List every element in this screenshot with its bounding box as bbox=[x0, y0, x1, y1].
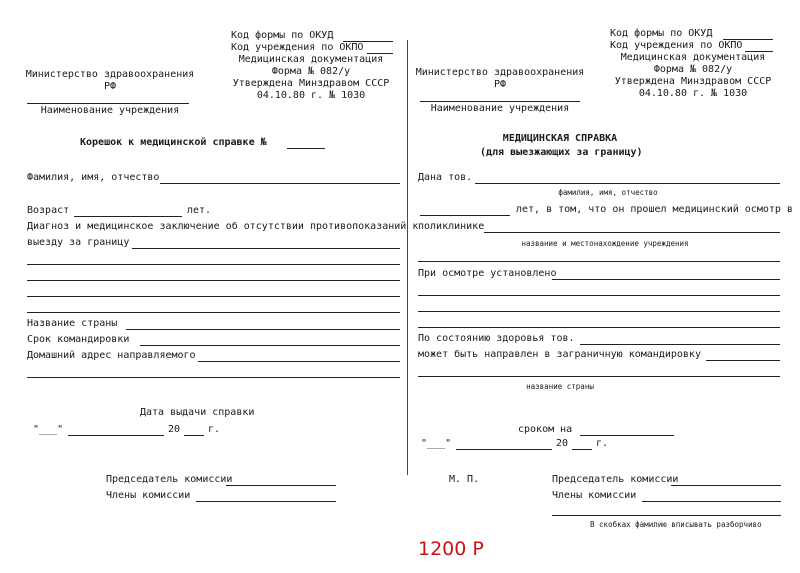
issue-year-prefix: 20 bbox=[168, 424, 181, 435]
address-field[interactable] bbox=[198, 361, 400, 362]
chairman-label: Председатель комиссии bbox=[552, 474, 679, 485]
approved-date: 04.10.80 г. № 1030 bbox=[256, 90, 366, 101]
established-field-2[interactable] bbox=[418, 295, 780, 296]
diagnosis-label-cont: выезду за границу bbox=[27, 237, 130, 248]
issue-date-label: Дата выдачи справки bbox=[140, 407, 255, 418]
members-field[interactable] bbox=[196, 501, 336, 502]
date-year-suffix: г. bbox=[596, 438, 609, 449]
established-field-3[interactable] bbox=[418, 311, 780, 312]
price-label: 1200 Р bbox=[418, 538, 484, 560]
ministry-label: Министерство здравоохранения bbox=[25, 69, 195, 80]
age-label: Возраст bbox=[27, 205, 70, 216]
page-divider bbox=[407, 40, 408, 475]
stub-number-field[interactable] bbox=[287, 148, 325, 149]
ministry-label: Министерство здравоохранения bbox=[415, 67, 585, 78]
stub-title: Корешок к медицинской справке № bbox=[80, 137, 267, 148]
may-send-field[interactable] bbox=[706, 360, 780, 361]
established-field[interactable] bbox=[552, 279, 780, 280]
clinic-hint: название и местонахождение учреждения bbox=[521, 239, 689, 248]
members-field[interactable] bbox=[642, 501, 781, 502]
term-field[interactable] bbox=[140, 345, 400, 346]
ministry-country: РФ bbox=[103, 81, 117, 92]
members-label: Члены комиссии bbox=[106, 490, 191, 501]
okpo-label: Код учреждения по ОКПО bbox=[231, 42, 364, 53]
country-hint: название страны bbox=[526, 382, 594, 391]
institution-line bbox=[420, 101, 580, 102]
certificate-title: МЕДИЦИНСКАЯ СПРАВКА bbox=[502, 133, 618, 144]
established-label: При осмотре установлено bbox=[418, 268, 557, 279]
okpo-label: Код учреждения по ОКПО bbox=[610, 40, 743, 51]
diagnosis-label: Диагноз и медицинское заключение об отсутствии противопоказаний к bbox=[27, 221, 419, 232]
issue-year-field[interactable] bbox=[184, 435, 204, 436]
health-label: По состоянию здоровья тов. bbox=[418, 333, 575, 344]
med-doc-label: Медицинская документация bbox=[620, 52, 766, 63]
date-month-field[interactable] bbox=[456, 449, 552, 450]
clinic-label: поликлинике bbox=[418, 221, 485, 232]
years-label: лет. bbox=[187, 205, 212, 216]
issue-year-suffix: г. bbox=[208, 424, 221, 435]
chairman-field[interactable] bbox=[671, 485, 781, 486]
issue-month-field[interactable] bbox=[68, 435, 164, 436]
diagnosis-field-3[interactable] bbox=[27, 280, 400, 281]
form-number: Форма № 082/у bbox=[271, 66, 351, 77]
chairman-label: Председатель комиссии bbox=[106, 474, 233, 485]
clinic-field-2[interactable] bbox=[418, 261, 780, 262]
exam-label: лет, в том, что он прошел медицинский осмотр в bbox=[516, 204, 793, 215]
given-label: Дана тов. bbox=[418, 172, 473, 183]
date-year-field[interactable] bbox=[572, 449, 592, 450]
diagnosis-field[interactable] bbox=[132, 248, 400, 249]
approved-label: Утверждена Минздравом СССР bbox=[232, 78, 390, 89]
institution-line bbox=[27, 103, 189, 104]
date-year-prefix: 20 bbox=[556, 438, 569, 449]
okud-label: Код формы по ОКУД bbox=[231, 30, 334, 41]
approved-label: Утверждена Минздравом СССР bbox=[614, 76, 772, 87]
may-send-label: может быть направлен в заграничную командировку bbox=[418, 349, 701, 360]
stamp-label: М. П. bbox=[449, 474, 480, 485]
clinic-field[interactable] bbox=[484, 232, 780, 233]
country-field[interactable] bbox=[126, 329, 400, 330]
med-doc-label: Медицинская документация bbox=[238, 54, 384, 65]
diagnosis-field-4[interactable] bbox=[27, 296, 400, 297]
institution-label: Наименование учреждения bbox=[430, 103, 570, 114]
term-label: сроком на bbox=[518, 424, 573, 435]
country-label: Название страны bbox=[27, 318, 118, 329]
term-field[interactable] bbox=[580, 435, 674, 436]
full-name-label: Фамилия, имя, отчество bbox=[27, 172, 160, 183]
established-field-4[interactable] bbox=[418, 327, 780, 328]
age-field[interactable] bbox=[420, 215, 510, 216]
full-name-hint: фамилия, имя, отчество bbox=[558, 188, 658, 197]
members-field-2[interactable] bbox=[552, 515, 781, 516]
country-field[interactable] bbox=[418, 376, 780, 377]
address-label: Домашний адрес направляемого bbox=[27, 350, 196, 361]
okud-label: Код формы по ОКУД bbox=[610, 28, 713, 39]
health-field[interactable] bbox=[580, 344, 780, 345]
chairman-field[interactable] bbox=[226, 485, 336, 486]
diagnosis-field-5[interactable] bbox=[27, 312, 400, 313]
certificate-subtitle: (для выезжающих за границу) bbox=[480, 147, 643, 158]
full-name-field[interactable] bbox=[160, 183, 400, 184]
address-field-2[interactable] bbox=[27, 377, 400, 378]
age-field[interactable] bbox=[74, 216, 182, 217]
ministry-country: РФ bbox=[493, 79, 507, 90]
form-number: Форма № 082/у bbox=[653, 64, 733, 75]
date-day: "___" bbox=[421, 438, 452, 449]
diagnosis-field-2[interactable] bbox=[27, 264, 400, 265]
institution-label: Наименование учреждения bbox=[40, 105, 180, 116]
given-field[interactable] bbox=[475, 183, 780, 184]
approved-date: 04.10.80 г. № 1030 bbox=[638, 88, 748, 99]
legibility-note: В скобках фамилию вписывать разборчиво bbox=[590, 520, 762, 529]
term-label: Срок командировки bbox=[27, 334, 130, 345]
issue-day: "___" bbox=[33, 424, 64, 435]
members-label: Члены комиссии bbox=[552, 490, 637, 501]
